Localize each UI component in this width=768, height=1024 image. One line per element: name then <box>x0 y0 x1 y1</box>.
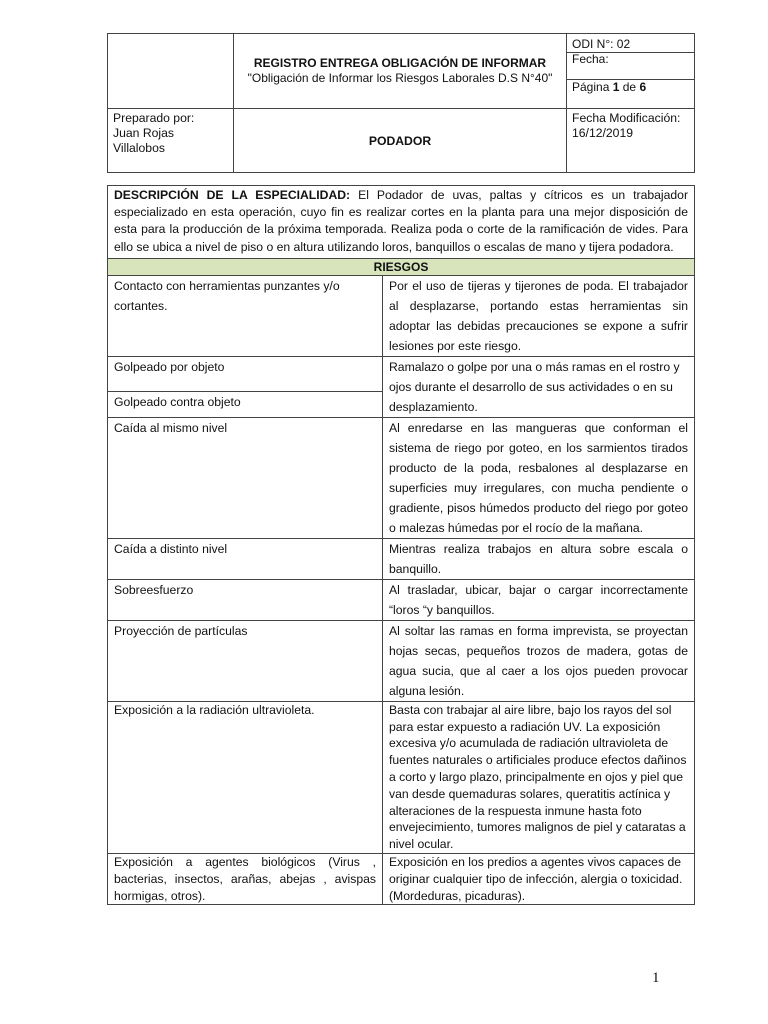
logo-cell <box>108 34 234 109</box>
pagina-total: 6 <box>639 80 647 94</box>
risks-table <box>107 185 695 905</box>
document-subtitle: "Obligación de Informar los Riesgos Laborales D.S N°40" <box>247 71 553 85</box>
risk-name: Contacto con herramientas punzantes y/o cortantes. <box>108 275 383 356</box>
document-title-cell <box>234 34 567 109</box>
job-title: PODADOR <box>234 109 567 173</box>
specialty-description-label: DESCRIPCIÓN DE LA ESPECIALIDAD: <box>114 188 351 202</box>
table-row <box>108 356 695 391</box>
pagina-label: Página <box>572 80 610 94</box>
modified-date-cell <box>567 109 695 173</box>
risk-name: Golpeado contra objeto <box>108 391 383 417</box>
specialty-description <box>108 186 695 259</box>
table-row <box>108 853 695 904</box>
page-indicator <box>567 80 694 108</box>
risk-description: Exposición en los predios a agentes vivos capaces de originar cualquier tipo de infección, alergia o toxicidad. (Mordeduras, picaduras). <box>383 853 695 904</box>
risks-section-header: RIESGOS <box>108 258 695 275</box>
risk-name: Caída al mismo nivel <box>108 417 383 538</box>
risk-description: Mientras realiza trabajos en altura sobre escala o banquillo. <box>383 538 695 579</box>
risk-name: Sobreesfuerzo <box>108 579 383 620</box>
risk-description: Ramalazo o golpe por una o más ramas en el rostro y ojos durante el desarrollo de sus actividades o en su desplazamiento. <box>383 356 695 417</box>
table-row <box>108 417 695 538</box>
document-title: REGISTRO ENTREGA OBLIGACIÓN DE INFORMAR <box>253 56 547 70</box>
prepared-by-label: Preparado por: <box>113 111 195 125</box>
specialty-description-text: El Podador de uvas, paltas y cítricos es un trabajador especializado en esta operación, cuyo fin es realizar cortes en la planta para una mejor disposición de esta para la producción de la próxima temporada. Realiza poda o corte de la ramificación de vides. Para ello se ubica a nivel de piso o en altura utilizando loros, banquillos o escalas de mano y tijera podadora. <box>114 188 689 254</box>
table-row <box>108 538 695 579</box>
page-number: 1 <box>652 970 660 986</box>
risk-name: Exposición a agentes biológicos (Virus , bacterias, insectos, arañas, abejas , avispas hormigas, otros). <box>108 853 383 904</box>
pagina-de: de <box>622 80 637 94</box>
risk-description: Al enredarse en las mangueras que conforman el sistema de riego por goteo, en los sarmientos tirados producto de la poda, resbalones al desplazarse en superficies muy irregulares, con mucha pendiente o gradiente, pisos húmedos producto del riego por goteo o malezas húmedas por el rocío de la mañana. <box>383 417 695 538</box>
table-row <box>108 275 695 356</box>
risk-description: Basta con trabajar al aire libre, bajo los rayos del sol para estar expuesto a radiación UV. La exposición excesiva y/o acumulada de radiación ultravioleta de fuentes naturales o artificiales produce efectos dañinos a corto y largo plazo, principalmente en ojos y piel que van desde quemaduras solares, queratitis actínica y alteraciones de la respuesta inmune hasta foto envejecimiento, tumores malignos de piel y cataratas a nivel ocular. <box>383 701 695 853</box>
risk-description: Al soltar las ramas en forma imprevista, se proyectan hojas secas, pequeños trozos de madera, gotas de agua sucia, que al caer a los ojos pueden provocar alguna lesión. <box>383 620 695 701</box>
modified-date-value: 16/12/2019 <box>572 126 633 140</box>
pagina-current: 1 <box>612 80 620 94</box>
risk-name: Exposición a la radiación ultravioleta. <box>108 701 383 853</box>
modified-date-label: Fecha Modificación: <box>572 111 681 125</box>
risk-description: Por el uso de tijeras y tijerones de poda. El trabajador al desplazarse, portando estas herramientas sin adoptar las debidas precauciones se expone a sufrir lesiones por este riesgo. <box>383 275 695 356</box>
table-row <box>108 701 695 853</box>
prepared-by-cell <box>108 109 234 173</box>
table-row <box>108 579 695 620</box>
prepared-by-name: Juan Rojas Villalobos <box>113 126 174 155</box>
risk-description: Al trasladar, ubicar, bajar o cargar incorrectamente “loros “y banquillos. <box>383 579 695 620</box>
risk-name: Proyección de partículas <box>108 620 383 701</box>
fecha-label: Fecha: <box>567 53 694 80</box>
document-meta <box>567 34 695 109</box>
odi-number: ODI N°: 02 <box>567 34 694 53</box>
table-row <box>108 620 695 701</box>
risk-name: Golpeado por objeto <box>108 356 383 391</box>
risk-name: Caída a distinto nivel <box>108 538 383 579</box>
document-header <box>107 33 695 173</box>
